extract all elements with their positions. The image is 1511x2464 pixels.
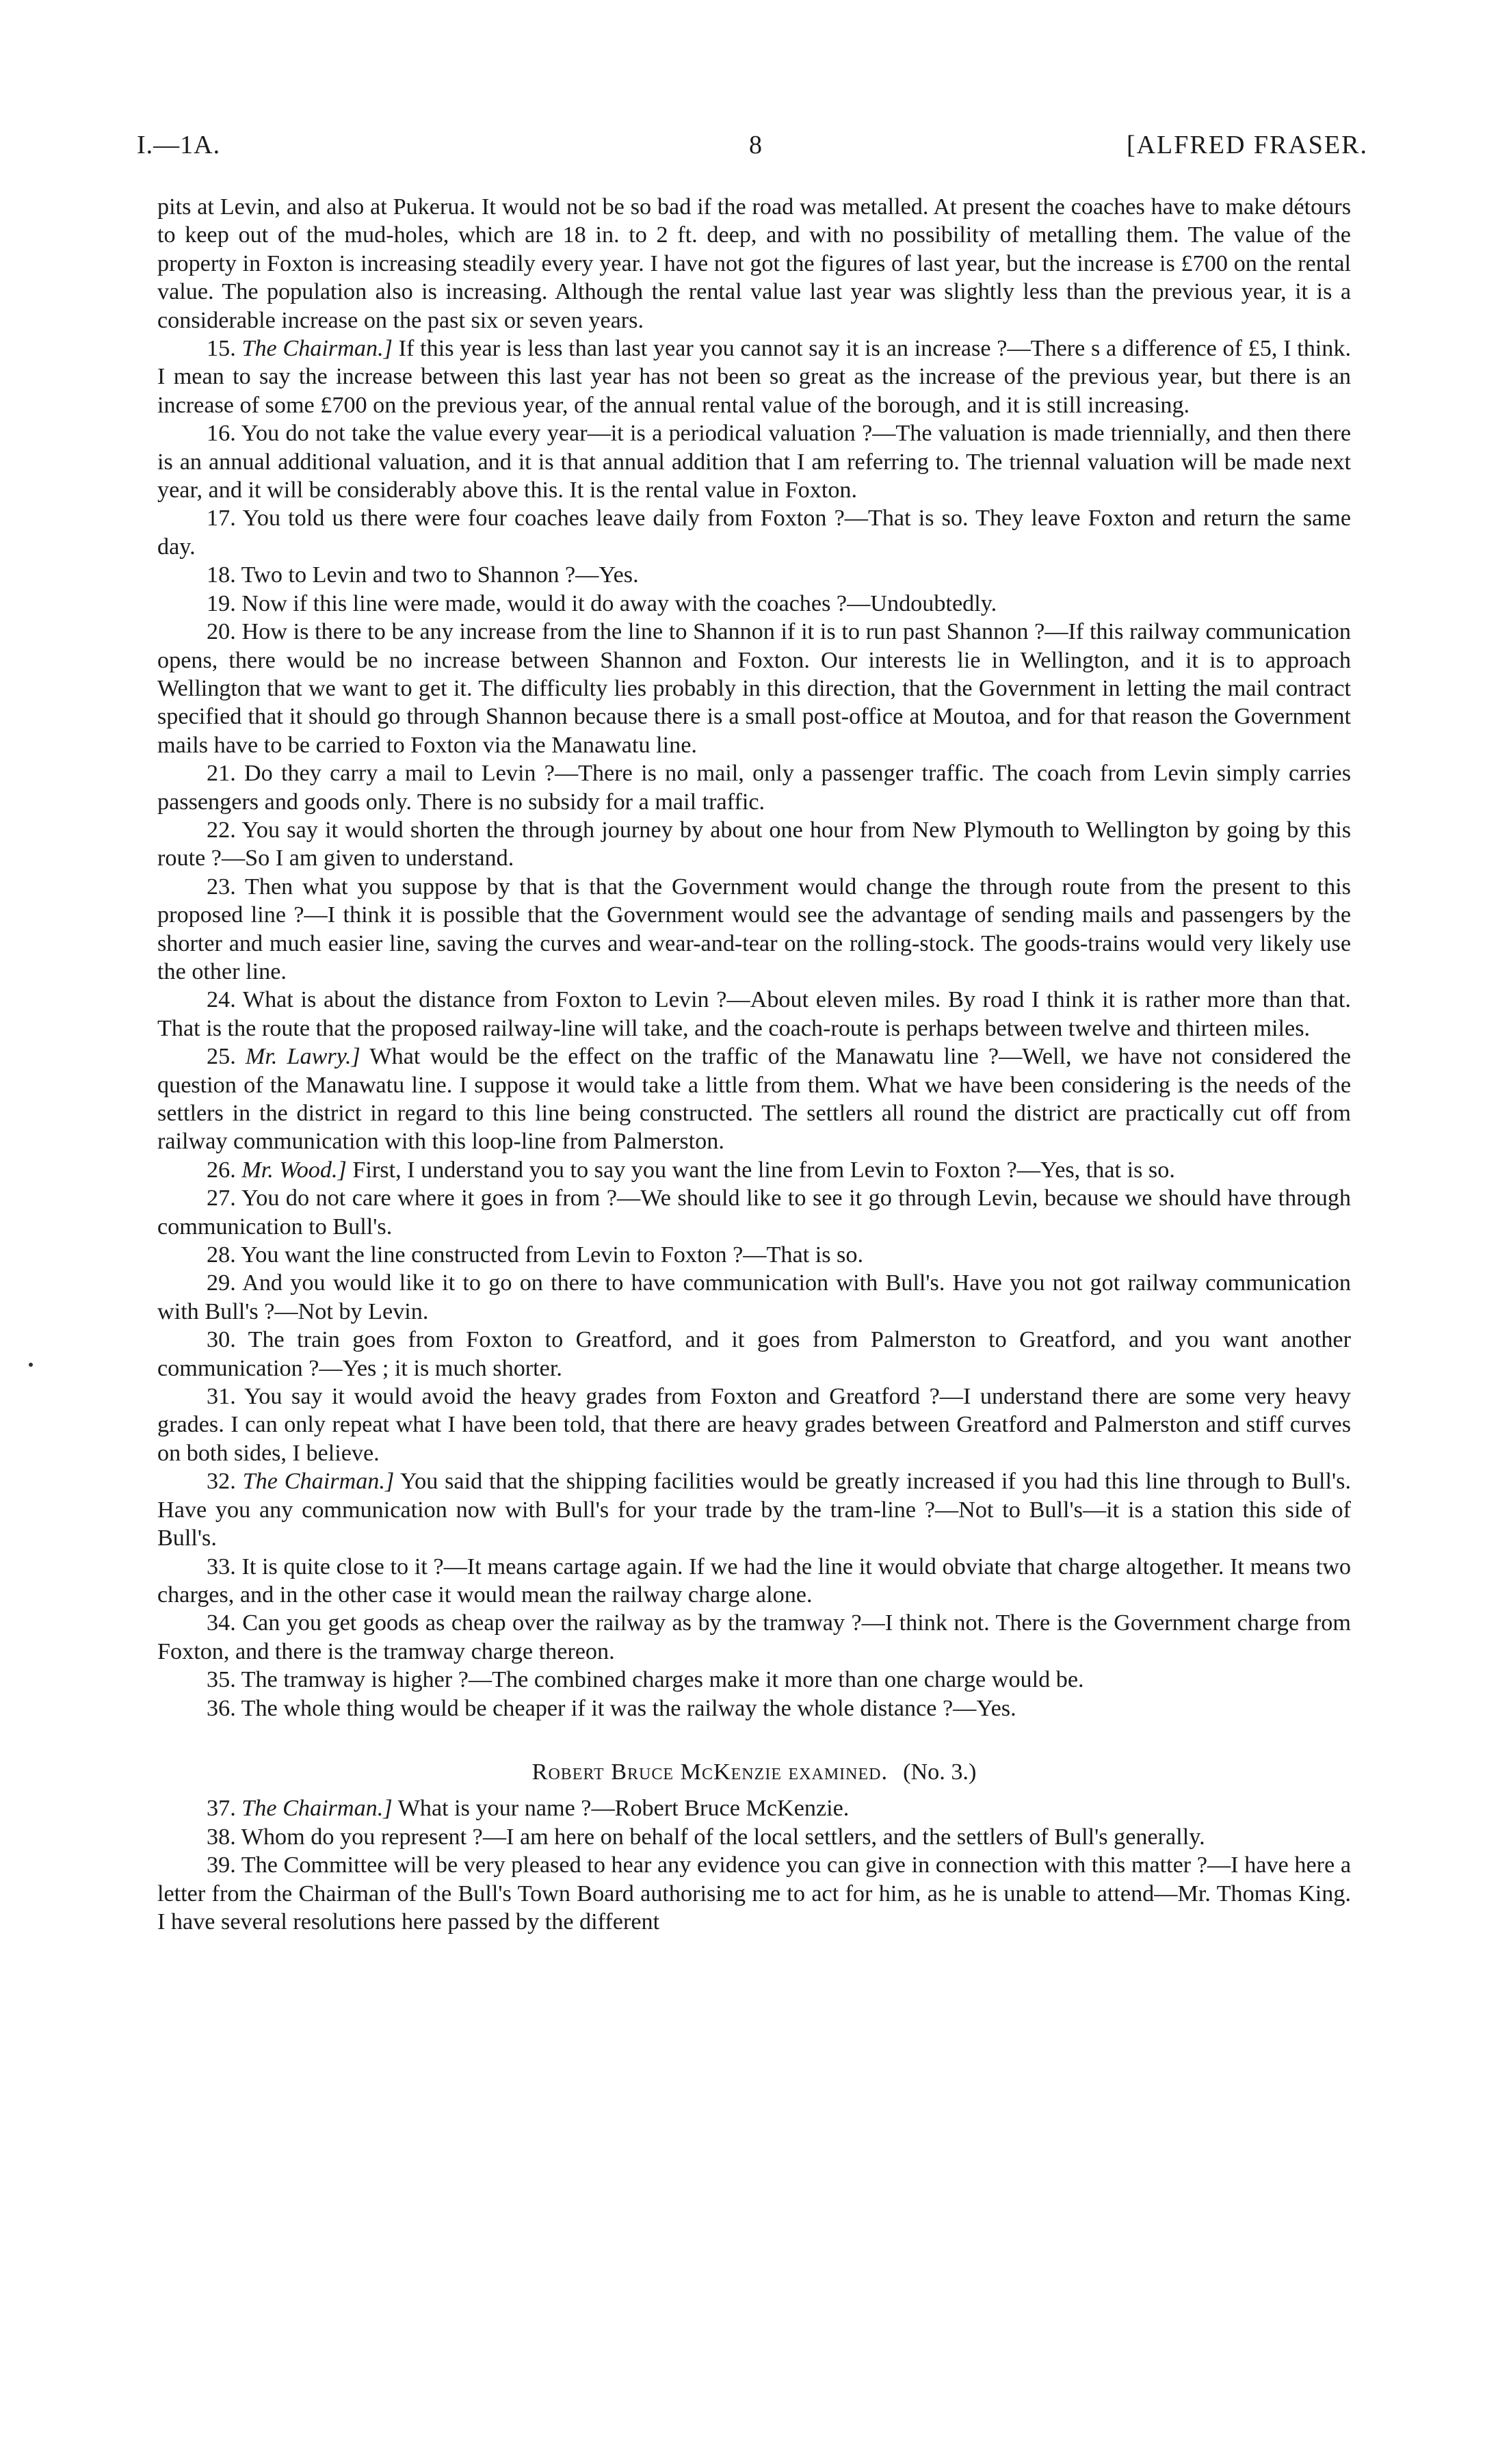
question-number: 28. [207,1242,236,1268]
witness-heading-number: (No. 3.) [903,1759,977,1785]
question-text: How is there to be any increase from the line to Shannon if it is to run past Shannon ?—If this railway communication opens, there would be no increase between Shannon and Foxton. Our interests lie in Wellington, and it is to approach Wellington that we want to get it. The difficulty lies probably in this direction, that the Government in letting the mail contract specified that it should go through Shannon because there is a small post-office at Moutoa, and for that reason the Government mails have to be carried to Foxton via the Manawatu line. [157,619,1351,758]
question-number: 34. [207,1610,236,1636]
speaker-label: The Chairman.] [241,336,393,362]
scan-speck [29,1363,33,1367]
speaker-label: Mr. Lawry.] [245,1044,360,1070]
question-number: 18. [207,562,236,588]
question-number: 32. [207,1469,236,1495]
question-paragraph [157,1156,1351,1184]
question-paragraph [157,504,1351,561]
question-paragraph [157,561,1351,589]
question-text: You want the line constructed from Levin to Foxton ?—That is so. [241,1242,863,1268]
question-paragraph [157,1609,1351,1666]
question-number: 31. [207,1384,236,1410]
question-text: It is quite close to it ?—It means cartage again. If we had the line it would obviate that charge altogether. It means two charges, and in the other case it would mean the railway charge alone. [157,1554,1351,1608]
question-paragraph [157,759,1351,816]
question-text: You say it would avoid the heavy grades from Foxton and Greatford ?—I understand there are some very heavy grades. I can only repeat what I have been told, that there are heavy grades between Greatford and Palmerston and stiff curves on both sides, I believe. [157,1384,1351,1466]
question-paragraph [157,986,1351,1043]
question-text: First, I understand you to say you want the line from Levin to Foxton ?—Yes, that is so. [352,1157,1175,1183]
question-number: 25. [207,1044,236,1070]
question-number: 23. [207,874,236,900]
question-text: Do they carry a mail to Levin ?—There is no mail, only a passenger traffic. The coach from Levin simply carries passengers and goods only. There is no subsidy for a mail traffic. [157,761,1352,815]
continued-paragraph: pits at Levin, and also at Pukerua. It would not be so bad if the road was metalled. At present the coaches have to make détours to keep out of the mud-holes, which are 18 in. to 2 ft. deep, and with no possibility of metalling them. The value of the property in Foxton is increasing steadily every year. I have not got the figures of last year, but the increase is £700 on the rental value. The population also is increasing. Although the rental value last year was slightly less than the previous year, it is a considerable increase on the past six or seven years. [157,194,1351,333]
question-number: 39. [207,1852,236,1878]
witness-heading-name: Robert Bruce McKenzie examined. [531,1759,889,1785]
question-paragraph [157,1043,1351,1156]
question-text: You do not take the value every year—it is a periodical valuation ?—The valuation is made triennially, and then there is an annual additional valuation, and it is that annual addition that I am referring to. The triennal valuation will be made next year, and it will be considerably above this. It is the rental value in Foxton. [157,421,1352,503]
speaker-label: Mr. Wood.] [241,1157,347,1183]
question-text: Now if this line were made, would it do away with the coaches ?—Undoubtedly. [241,590,997,616]
page-header [137,130,1368,171]
question-text: Two to Levin and two to Shannon ?—Yes. [241,562,639,588]
question-text: What is your name ?—Robert Bruce McKenzie. [397,1796,850,1822]
question-paragraph [157,335,1351,419]
witness-heading [157,1758,1351,1786]
question-number: 30. [207,1327,236,1353]
question-text: You say it would shorten the through journey by about one hour from New Plymouth to Wellington by going by this route ?—So I am given to understand. [157,817,1351,871]
question-number: 19. [207,590,236,616]
question-text: What would be the effect on the traffic of the Manawatu line ?—Well, we have not considered the question of the Manawatu line. I suppose it would take a little from them. What we have been considering is the needs of the settlers in the district in regard to this line being constructed. The settlers all round the district are practically cut off from railway communication with this loop-line from Palmerston. [157,1044,1351,1155]
question-text: What is about the distance from Foxton to Levin ?—About eleven miles. By road I think it is rather more than that. That is the route that the proposed railway-line will take, and the coach-route is perhaps between twelve and thirteen miles. [157,987,1351,1041]
question-number: 36. [207,1695,236,1721]
question-text: You told us there were four coaches leave daily from Foxton ?—That is so. They leave Foxton and return the same day. [157,506,1352,560]
question-number: 22. [207,817,236,843]
evidence-body [157,193,1351,1936]
page-number: 8 [749,131,763,159]
question-paragraph [157,1269,1351,1326]
question-text: The tramway is higher ?—The combined charges make it more than one charge would be. [241,1667,1084,1693]
question-paragraph [157,873,1351,986]
question-number: 17. [207,506,236,532]
question-paragraph [157,1794,1351,1822]
question-paragraph [157,419,1351,504]
speaker-label: The Chairman.] [241,1796,393,1822]
question-text: You do not care where it goes in from ?—We should like to see it go through Levin, because we should have through communication to Bull's. [157,1185,1352,1240]
question-text: The train goes from Foxton to Greatford, and it goes from Palmerston to Greatford, and you want another communication ?—Yes ; it is much shorter. [157,1327,1351,1381]
question-number: 21. [207,761,236,787]
question-paragraph [157,1184,1351,1241]
question-number: 38. [207,1824,236,1850]
question-text: And you would like it to go on there to have communication with Bull's. Have you not got railway communication with Bull's ?—Not by Levin. [157,1270,1351,1324]
question-text: The Committee will be very pleased to hear any evidence you can give in connection with this matter ?—I have here a letter from the Chairman of the Bull's Town Board authorising me to act for him, as he is unable to attend—Mr. Thomas King. I have several resolutions here passed by the different [157,1852,1351,1935]
question-paragraph [157,1382,1351,1467]
question-number: 33. [207,1554,236,1580]
question-number: 29. [207,1270,236,1296]
question-text: Then what you suppose by that is that the Government would change the through route from the present to this proposed line ?—I think it is possible that the Government would see the advantage of sending mails and passengers by the shorter and much easier line, saving the curves and wear-and-tear on the rolling-stock. The goods-trains would very likely use the other line. [157,874,1351,984]
question-text: Whom do you represent ?—I am here on behalf of the local settlers, and the settlers of Bull's generally. [241,1824,1205,1850]
question-paragraph [157,1467,1351,1552]
question-text: You said that the shipping facilities would be greatly increased if you had this line through to Bull's. Have you any communication now with Bull's for your trade by the tram-line ?—Not to Bull's—it is a station this side of Bull's. [157,1469,1351,1551]
question-paragraph [157,1326,1351,1382]
question-paragraph [157,1694,1351,1722]
question-text: Can you get goods as cheap over the railway as by the tramway ?—I think not. There is the Government charge from Foxton, and there is the tramway charge thereon. [157,1610,1351,1664]
question-number: 16. [207,421,236,447]
question-number: 35. [207,1667,236,1693]
question-paragraph [157,816,1351,873]
question-paragraph [157,618,1351,759]
question-paragraph [157,1241,1351,1269]
question-number: 15. [207,336,236,362]
question-number: 26. [207,1157,236,1183]
question-number: 27. [207,1185,236,1211]
question-paragraph [157,1666,1351,1694]
question-paragraph [157,1553,1351,1610]
question-paragraph [157,1823,1351,1851]
witness-name-header: [ALFRED FRASER. [1126,131,1368,159]
question-paragraph [157,590,1351,618]
question-number: 37. [207,1796,236,1822]
question-number: 20. [207,619,236,645]
question-paragraph [157,1851,1351,1936]
question-number: 24. [207,987,236,1013]
question-text: The whole thing would be cheaper if it was the railway the whole distance ?—Yes. [241,1695,1016,1721]
speaker-label: The Chairman.] [242,1469,395,1495]
paper-reference: I.—1A. [137,131,221,159]
question-text: If this year is less than last year you cannot say it is an increase ?—There s a difference of £5, I think. I mean to say the increase between this last year has not been so great as the increase of the previous year, but there is an increase of some £700 on the previous year, of the annual rental value of the borough, and it is still increasing. [157,336,1352,418]
